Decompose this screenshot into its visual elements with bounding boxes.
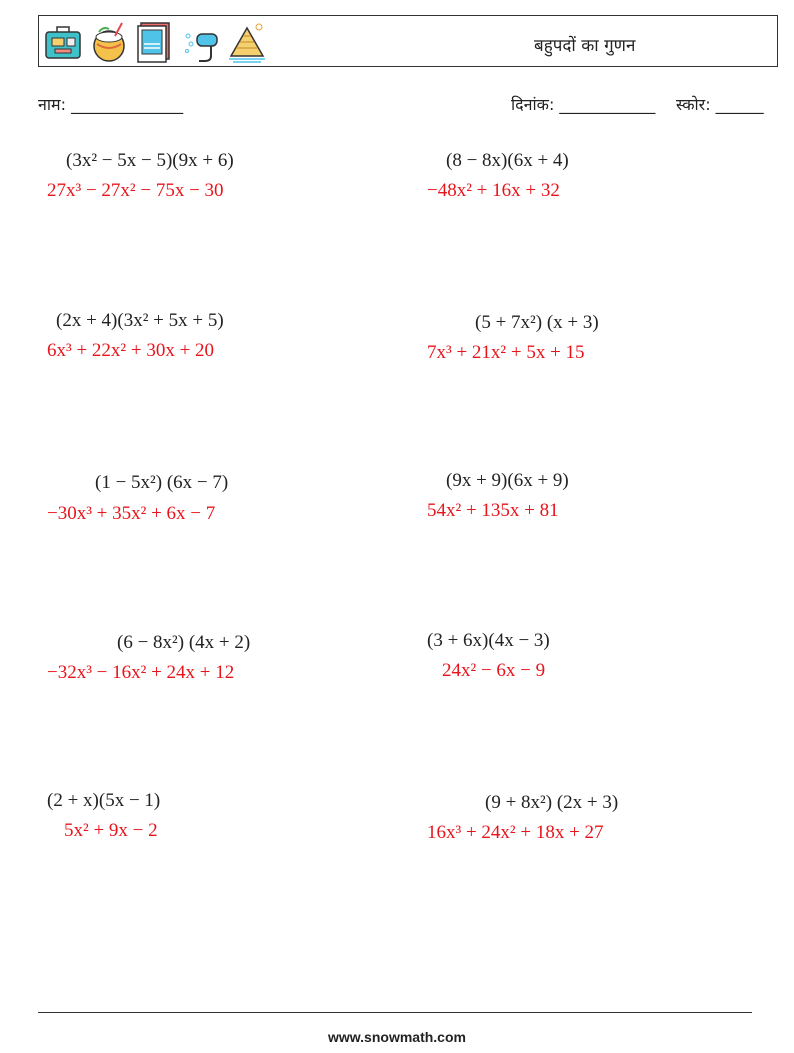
problem-question: (1 − 5x²) (6x − 7) <box>95 472 229 493</box>
pyramid-icon <box>227 20 267 64</box>
problem-question: (3x² − 5x − 5)(9x + 6) <box>66 150 234 171</box>
problem-question: (9x + 9)(6x + 9) <box>446 470 569 491</box>
problem-question: (2x + 4)(3x² + 5x + 5) <box>56 310 224 331</box>
problem-answer: 5x² + 9x − 2 <box>64 820 158 841</box>
problem-answer: −48x² + 16x + 32 <box>427 180 560 201</box>
footer-divider <box>38 1012 752 1013</box>
problem-question: (8 − 8x)(6x + 4) <box>446 150 569 171</box>
score-field: स्कोर: ______ <box>676 95 764 114</box>
problem-question: (5 + 7x²) (x + 3) <box>475 312 599 333</box>
date-field: दिनांक: ____________ <box>511 95 656 114</box>
problem-answer: 54x² + 135x + 81 <box>427 500 559 521</box>
problem-question: (2 + x)(5x − 1) <box>47 790 161 811</box>
problem-answer: 6x³ + 22x² + 30x + 20 <box>47 340 215 361</box>
postcard-icon <box>135 20 175 64</box>
problem-answer: 7x³ + 21x² + 5x + 15 <box>427 342 585 363</box>
problem-answer: −30x³ + 35x² + 6x − 7 <box>47 503 216 524</box>
worksheet-header <box>38 15 778 67</box>
problem-answer: 27x³ − 27x² − 75x − 30 <box>47 180 224 201</box>
problem-answer: 16x³ + 24x² + 18x + 27 <box>427 822 604 843</box>
snorkel-icon <box>181 20 221 64</box>
problem-question: (9 + 8x²) (2x + 3) <box>485 792 619 813</box>
problem-question: (3 + 6x)(4x − 3) <box>427 630 550 651</box>
coconut-drink-icon <box>89 20 129 64</box>
footer-website: www.snowmath.com <box>328 1029 466 1045</box>
worksheet-title: बहुपदों का गुणन <box>534 36 636 56</box>
problem-answer: −32x³ − 16x² + 24x + 12 <box>47 662 235 683</box>
name-field: नाम: ______________ <box>38 95 184 114</box>
problem-question: (6 − 8x²) (4x + 2) <box>117 632 251 653</box>
problem-answer: 24x² − 6x − 9 <box>442 660 546 681</box>
suitcase-icon <box>43 20 83 64</box>
header-icons <box>43 20 267 64</box>
